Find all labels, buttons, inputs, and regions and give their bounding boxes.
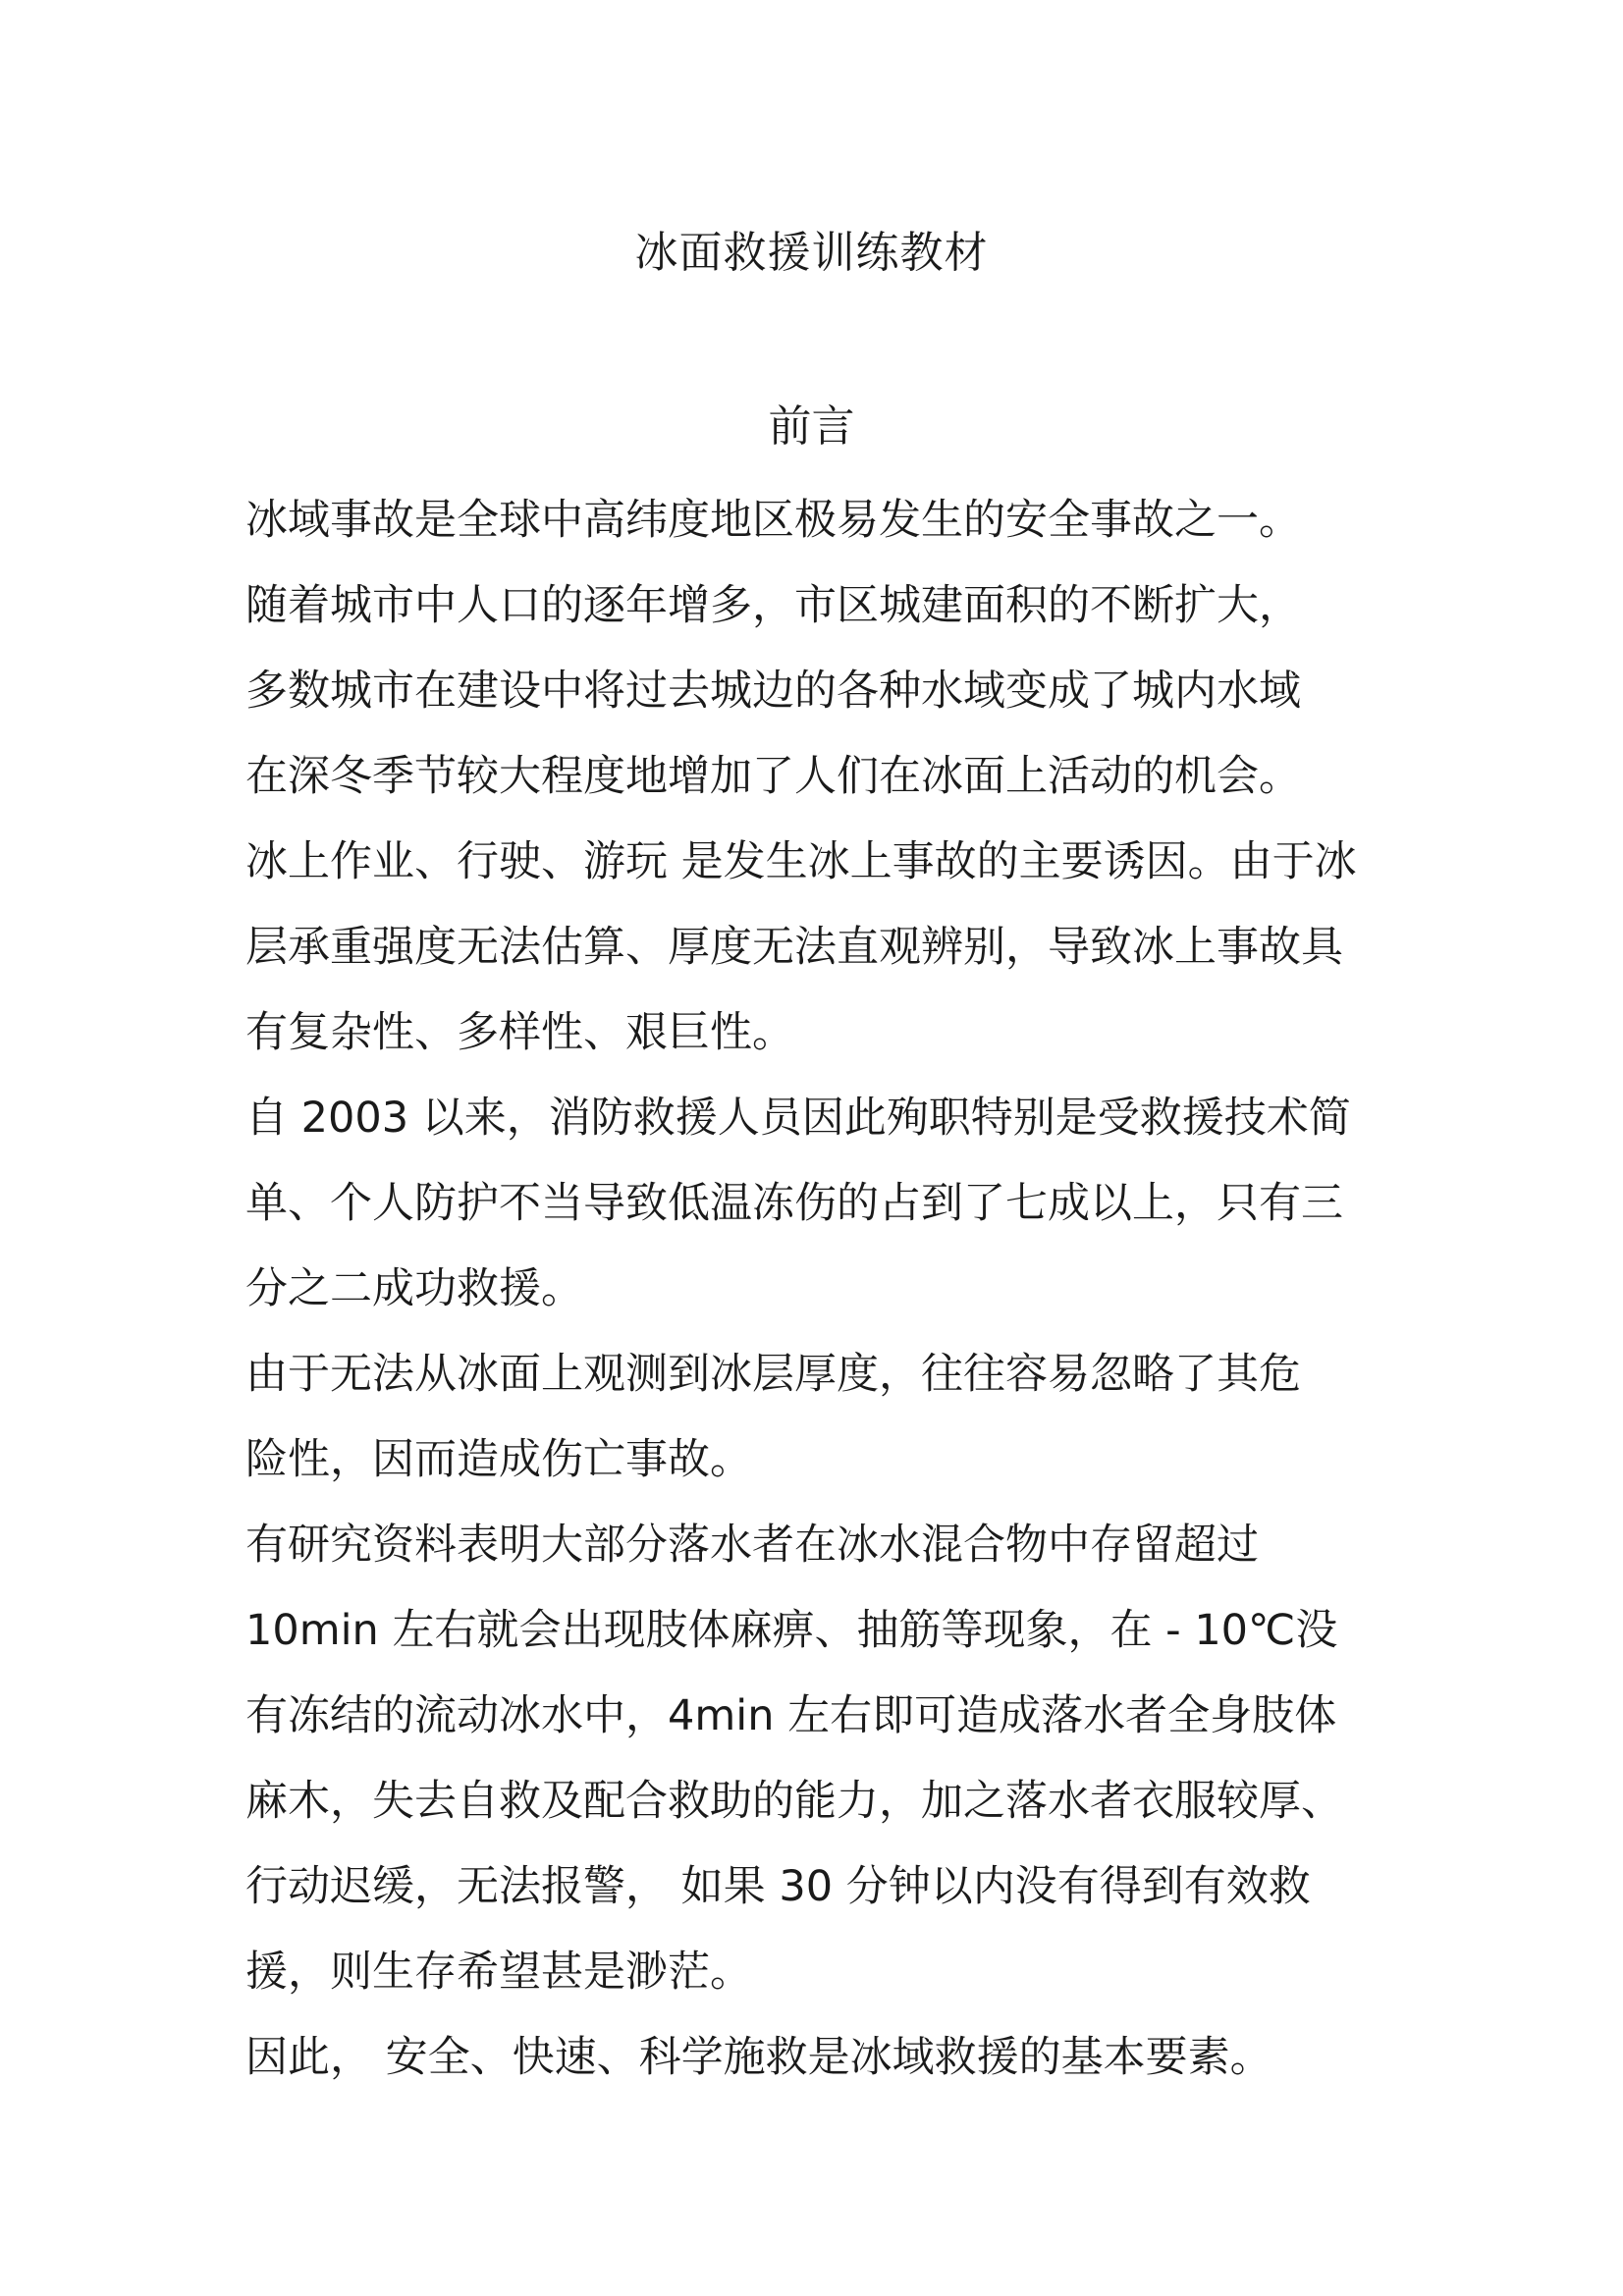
text-line: 险性，因而造成伤亡事故。 [245, 1435, 752, 1484]
text-line: 有研究资料表明大部分落水者在冰水混合物中存留超过 [245, 1521, 1259, 1570]
text-line: 冰域事故是全球中高纬度地区极易发生的安全事故之一。 [245, 496, 1301, 545]
text-line: 因此， 安全、快速、科学施救是冰域救援的基本要素。 [245, 2033, 1272, 2082]
text-line: 有冻结的流动冰水中，4min 左右即可造成落水者全身肢体 [245, 1691, 1337, 1740]
text-line: 在深冬季节较大程度地增加了人们在冰面上活动的机会。 [245, 752, 1301, 801]
text-line: 10min 左右就会出现肢体麻痹、抽筋等现象，在 - 10℃没 [245, 1606, 1338, 1655]
text-line: 由于无法从冰面上观测到冰层厚度，往往容易忽略了其危 [245, 1350, 1301, 1399]
text-line: 层承重强度无法估算、厚度无法直观辨别，导致冰上事故具 [245, 923, 1343, 972]
text-line: 自 2003 以来，消防救援人员因此殉职特别是受救援技术简 [245, 1094, 1351, 1143]
text-line: 冰上作业、行驶、游玩 是发生冰上事故的主要诱因。由于冰 [245, 837, 1357, 886]
text-line: 行动迟缓，无法报警， 如果 30 分钟以内没有得到有效救 [245, 1862, 1311, 1911]
text-line: 有复杂性、多样性、艰巨性。 [245, 1008, 794, 1057]
text-line: 麻木，失去自救及配合救助的能力，加之落水者衣服较厚、 [245, 1777, 1343, 1826]
text-line: 单、个人防护不当导致低温冻伤的占到了七成以上，只有三 [245, 1179, 1343, 1228]
section-heading-preface: 前言 [768, 401, 855, 452]
preface-body [245, 491, 1404, 2113]
text-line: 援，则生存希望甚是渺茫。 [245, 1948, 752, 1997]
text-line: 多数城市在建设中将过去城边的各种水域变成了城内水域 [245, 667, 1301, 716]
document-title: 冰面救援训练教材 [634, 228, 989, 278]
text-line: 分之二成功救援。 [245, 1264, 583, 1313]
text-line: 随着城市中人口的逐年增多，市区城建面积的不断扩大， [245, 581, 1301, 630]
